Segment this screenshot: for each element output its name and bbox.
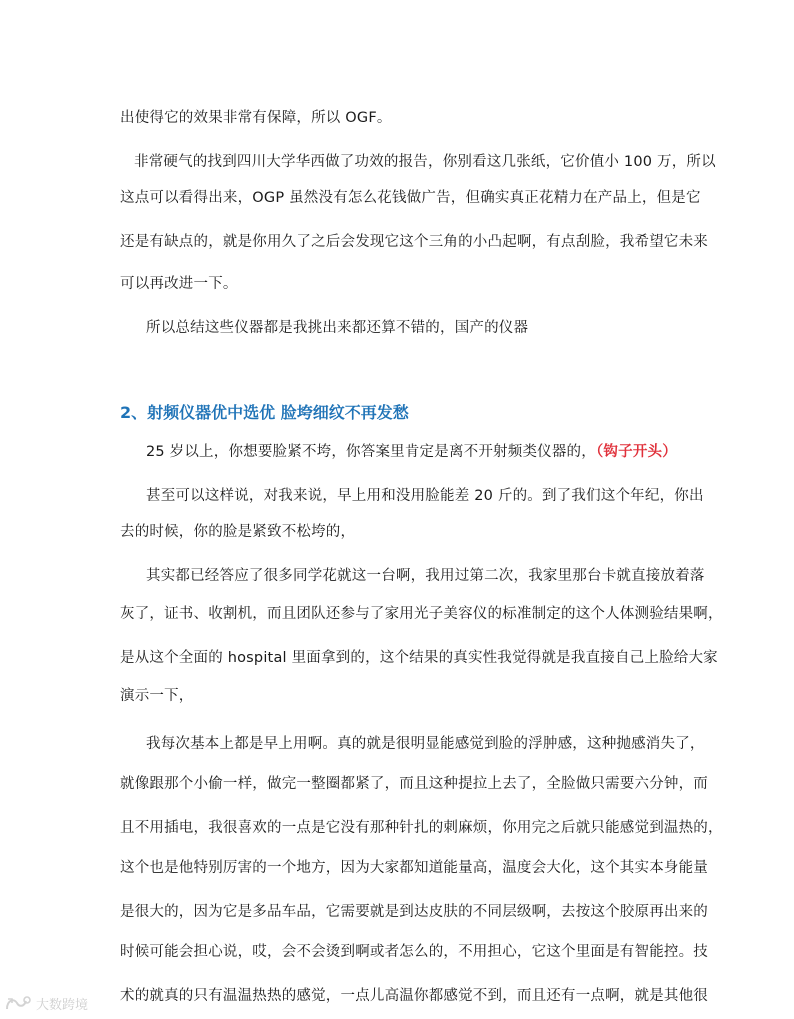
watermark (4, 994, 88, 1013)
watermark-text: 大数跨境 (36, 998, 89, 1013)
paragraph-line: 这个也是他特别厉害的一个地方，因为大家都知道能量高，温度会大化，这个其实本身能量 (120, 860, 708, 876)
paragraph-line: 可以再改进一下。 (120, 276, 238, 292)
paragraph-line: 这点可以看得出来，OGP 虽然没有怎么花钱做广告，但确实真正花精力在产品上，但是它 (120, 190, 701, 206)
logo-icon (4, 995, 32, 1013)
paragraph-line: 演示一下， (120, 688, 194, 704)
paragraph-line: 甚至可以这样说，对我来说，早上用和没用脸能差 20 斤的。到了我们这个年纪，你出 (146, 488, 704, 504)
paragraph-line: 还是有缺点的，就是你用久了之后会发现它这个三角的小凸起啊，有点刮脸，我希望它未来 (120, 234, 708, 250)
section-heading: 2、射频仪器优中选优 脸垮细纹不再发愁 (120, 403, 409, 422)
hook-sentence: 25 岁以上，你想要脸紧不垮，你答案里肯定是离不开射频类仪器的， (146, 444, 596, 460)
paragraph-line: 是很大的，因为它是多品车品，它需要就是到达皮肤的不同层级啊，去按这个胶原再出来的 (120, 904, 708, 920)
paragraph-line: 我每次基本上都是早上用啊。真的就是很明显能感觉到脸的浮肿感，这种抛感消失了， (146, 736, 705, 752)
paragraph-line: 是从这个全面的 hospital 里面拿到的，这个结果的真实性我觉得就是我直接自己上脸给大家 (120, 650, 718, 666)
hook-label: （钩子开头） (595, 444, 677, 460)
paragraph-line: 所以总结这些仪器都是我挑出来都还算不错的，国产的仪器 (146, 320, 529, 336)
paragraph-line: 出使得它的效果非常有保障，所以 OGF。 (120, 110, 392, 126)
paragraph-line: 其实都已经答应了很多同学花就这一台啊，我用过第二次，我家里那台卡就直接放着落 (146, 568, 705, 584)
paragraph-line (146, 442, 716, 462)
paragraph-line: 非常硬气的找到四川大学华西做了功效的报告，你别看这几张纸，它价值小 100 万，所以 (134, 154, 716, 170)
paragraph-line: 就像跟那个小偷一样，做完一整圈都紧了，而且这种提拉上去了，全脸做只需要六分钟，而 (120, 776, 708, 792)
paragraph-line: 且不用插电，我很喜欢的一点是它没有那种针扎的刺麻烦，你用完之后就只能感觉到温热的， (120, 820, 723, 836)
paragraph-line: 灰了，证书、收割机，而且团队还参与了家用光子美容仪的标准制定的这个人体测验结果啊， (120, 606, 723, 622)
paragraph-line: 术的就真的只有温温热热的感觉，一点儿高温你都感觉不到，而且还有一点啊，就是其他很 (120, 988, 708, 1004)
paragraph-line: 去的时候，你的脸是紧致不松垮的， (120, 524, 356, 540)
paragraph-line: 时候可能会担心说，哎，会不会烫到啊或者怎么的，不用担心，它这个里面是有智能控。技 (120, 944, 708, 960)
